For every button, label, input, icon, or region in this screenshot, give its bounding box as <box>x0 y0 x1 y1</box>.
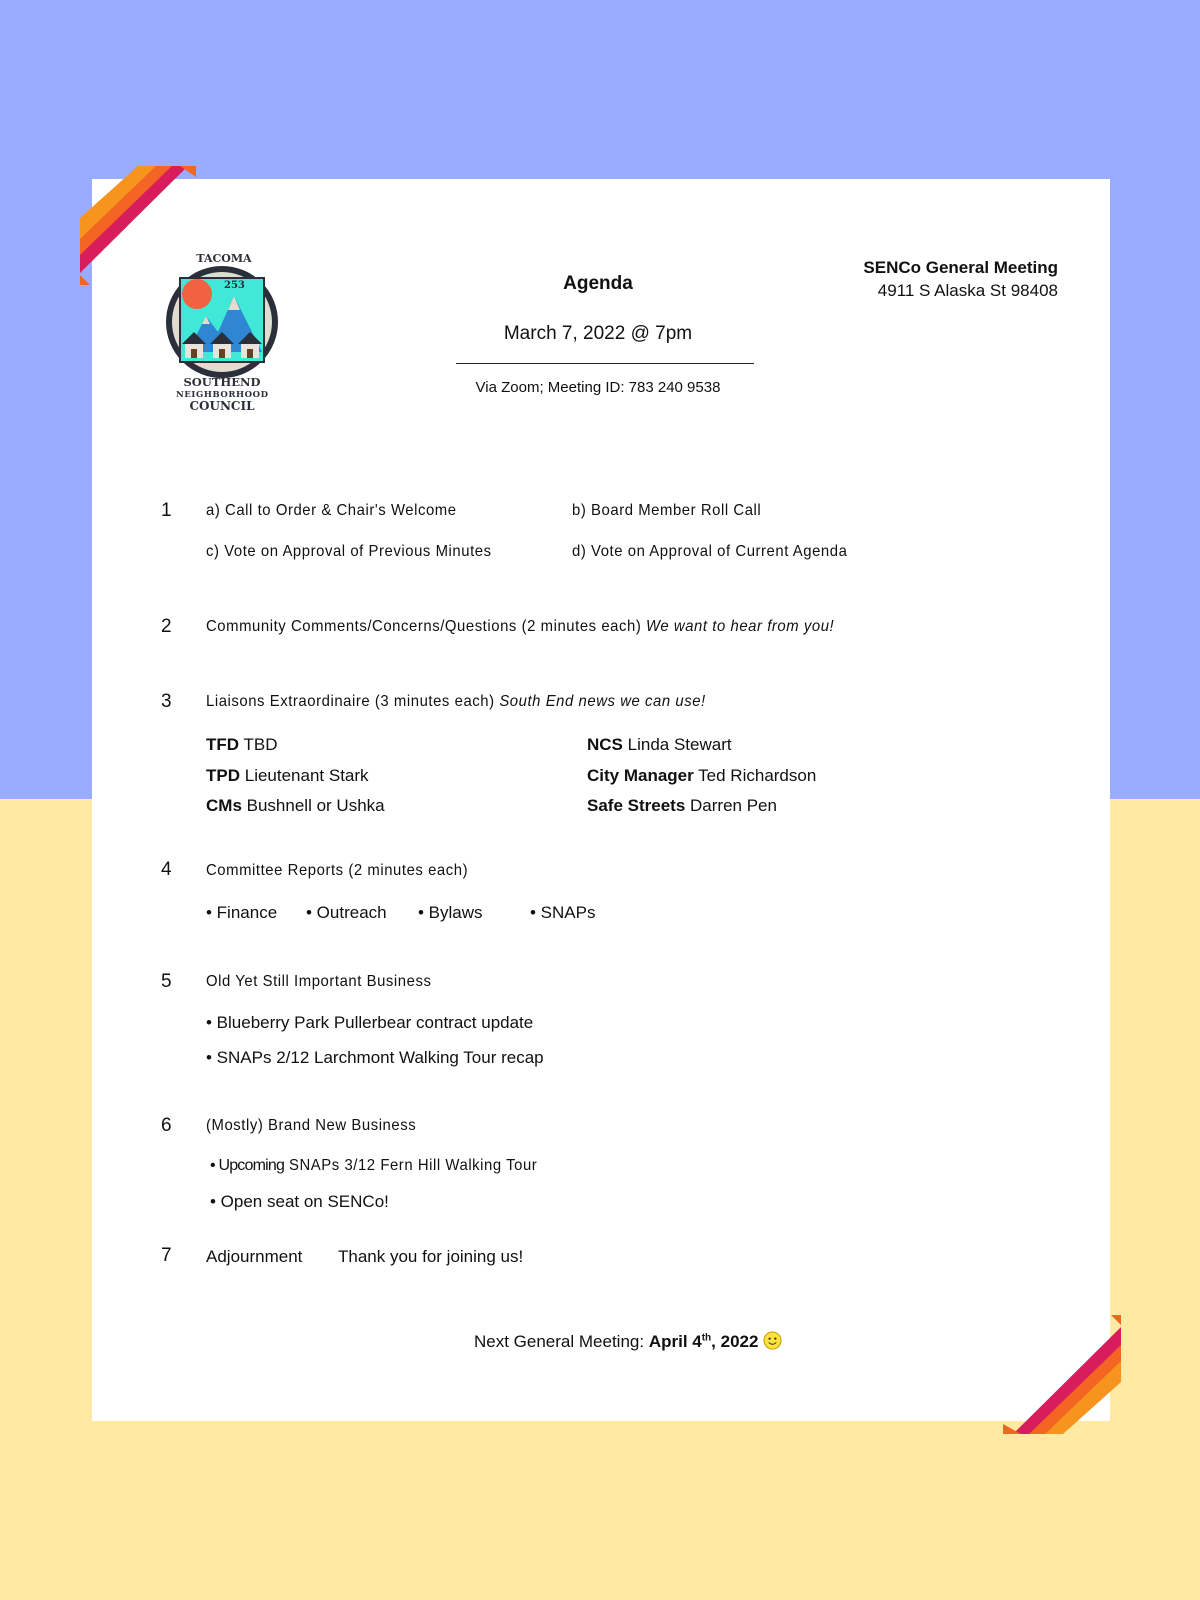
item-1a: a) Call to Order & Chair's Welcome <box>206 502 457 519</box>
item-6: (Mostly) Brand New Business <box>206 1117 417 1134</box>
svg-text:COUNCIL: COUNCIL <box>189 399 255 413</box>
committee: • Bylaws <box>418 903 483 922</box>
item-number: 5 <box>161 971 172 992</box>
liaison: NCS Linda Stewart <box>587 735 732 754</box>
liaison: TFD TBD <box>206 735 278 754</box>
svg-text:TACOMA: TACOMA <box>196 252 252 265</box>
liaison: CMs Bushnell or Ushka <box>206 796 385 815</box>
agenda-title: Agenda <box>563 273 633 294</box>
item-5a: • Blueberry Park Pullerbear contract update <box>206 1013 534 1032</box>
item-7: Adjournment <box>206 1247 303 1266</box>
svg-text:SOUTHEND: SOUTHEND <box>183 375 261 389</box>
item-number: 6 <box>161 1115 172 1136</box>
committee: • Finance <box>206 903 278 922</box>
council-logo <box>166 252 282 414</box>
item-1d: d) Vote on Approval of Current Agenda <box>572 543 848 560</box>
svg-text:253: 253 <box>224 280 245 291</box>
meeting-date: March 7, 2022 @ 7pm <box>503 323 693 344</box>
corner-ribbon-bottom-right <box>1000 1312 1125 1437</box>
item-6a: • Upcoming SNAPs 3/12 Fern Hill Walking Tour <box>210 1157 537 1174</box>
liaison: Safe Streets Darren Pen <box>587 796 777 815</box>
item-number: 4 <box>161 859 172 880</box>
svg-text:NEIGHBORHOOD: NEIGHBORHOOD <box>176 390 268 400</box>
item-number: 7 <box>161 1245 172 1266</box>
address: 4911 S Alaska St 98408 <box>877 281 1058 300</box>
item-6b: • Open seat on SENCo! <box>210 1192 389 1211</box>
committee: • Outreach <box>306 903 387 922</box>
liaison: TPD Lieutenant Stark <box>206 766 369 785</box>
item-2: Community Comments/Concerns/Questions (2 minutes each) We want to hear from you! <box>206 618 835 635</box>
item-5b: • SNAPs 2/12 Larchmont Walking Tour recap <box>206 1048 544 1067</box>
next-meeting: Next General Meeting: April 4th, 2022 <box>474 1331 782 1352</box>
item-7-thanks: Thank you for joining us! <box>338 1247 524 1266</box>
item-number: 2 <box>161 616 172 637</box>
divider <box>456 363 754 364</box>
item-1c: c) Vote on Approval of Previous Minutes <box>206 543 492 560</box>
item-number: 3 <box>161 691 172 712</box>
org-name: SENCo General Meeting <box>863 258 1058 277</box>
item-number: 1 <box>161 500 172 521</box>
liaison: City Manager Ted Richardson <box>587 766 817 785</box>
item-4: Committee Reports (2 minutes each) <box>206 862 469 879</box>
item-3: Liaisons Extraordinaire (3 minutes each) South End news we can use! <box>206 693 706 710</box>
item-1b: b) Board Member Roll Call <box>572 502 762 519</box>
item-5: Old Yet Still Important Business <box>206 973 432 990</box>
zoom-info: Via Zoom; Meeting ID: 783 240 9538 <box>475 379 721 396</box>
smiley-icon <box>763 1331 782 1350</box>
committee: • SNAPs <box>530 903 596 922</box>
